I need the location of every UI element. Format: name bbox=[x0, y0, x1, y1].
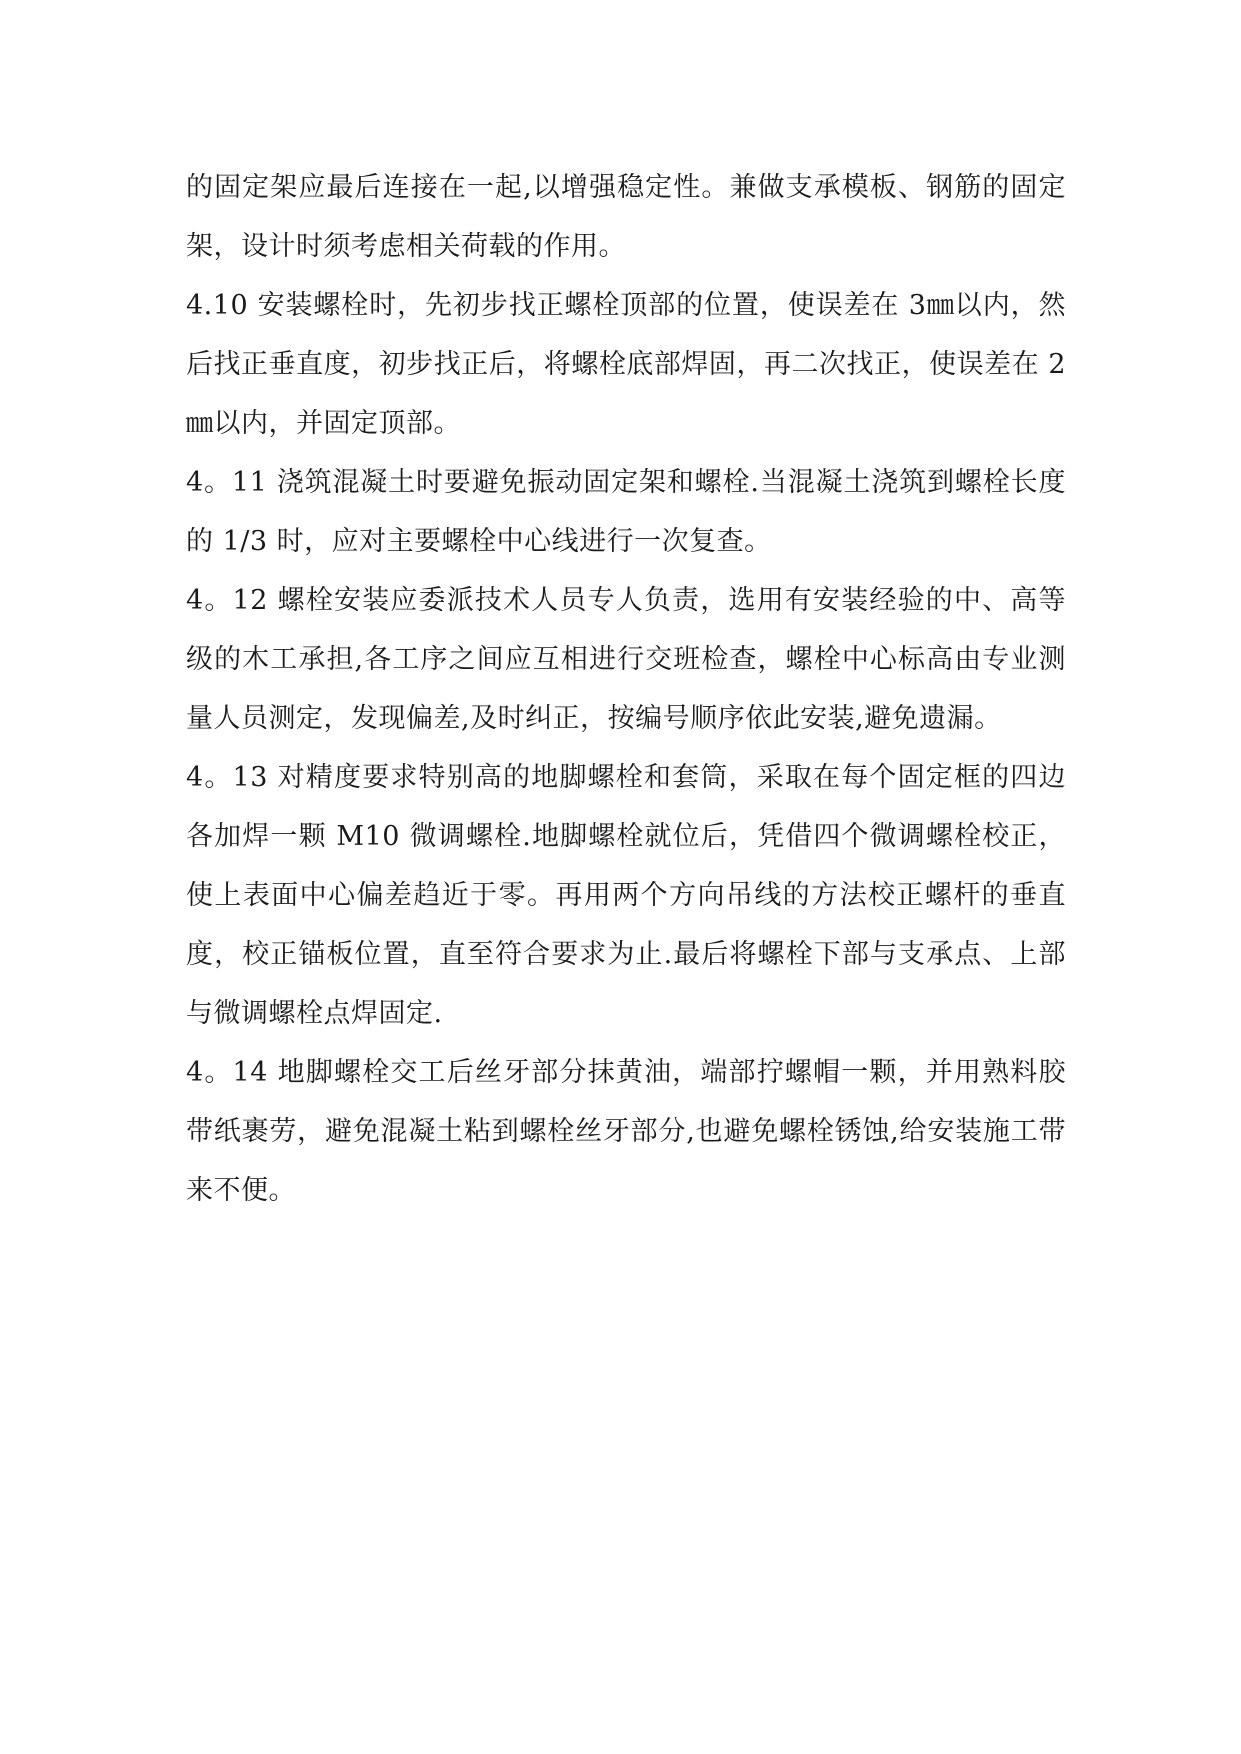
paragraph-4-10: 4.10 安装螺栓时，先初步找正螺栓顶部的位置，使误差在 3㎜以内，然后找正垂直度，初步找正后，将螺栓底部焊固，再二次找正，使误差在 2㎜以内，并固定顶部。 bbox=[186, 290, 1066, 439]
paragraph-4-14: 4。14 地脚螺栓交工后丝牙部分抹黄油，端部拧螺帽一颗，并用熟料胶带纸裹劳，避免混凝土粘到螺栓丝牙部分,也避免螺栓锈蚀,给安装施工带来不便。 bbox=[186, 1057, 1066, 1206]
paragraph-4-13: 4。13 对精度要求特别高的地脚螺栓和套筒，采取在每个固定框的四边各加焊一颗 M10 微调螺栓.地脚螺栓就位后，凭借四个微调螺栓校正，使上表面中心偏差趋近于零。再用两个方向吊线的方法校正螺杆的垂直度，校正锚板位置，直至符合要求为止.最后将螺栓下部与支承点、上部与微调螺栓点焊固定. bbox=[186, 762, 1066, 1029]
document-body bbox=[186, 158, 1066, 1220]
paragraph-fixing-frame: 的固定架应最后连接在一起,以增强稳定性。兼做支承模板、钢筋的固定架，设计时须考虑相关荷载的作用。 bbox=[186, 172, 1066, 262]
paragraph-4-11: 4。11 浇筑混凝土时要避免振动固定架和螺栓.当混凝土浇筑到螺栓长度的 1/3 时，应对主要螺栓中心线进行一次复查。 bbox=[186, 467, 1066, 557]
paragraph-4-12: 4。12 螺栓安装应委派技术人员专人负责，选用有安装经验的中、高等级的木工承担,各工序之间应互相进行交班检查，螺栓中心标高由专业测量人员测定，发现偏差,及时纠正，按编号顺序依此安装,避免遗漏。 bbox=[186, 585, 1066, 734]
